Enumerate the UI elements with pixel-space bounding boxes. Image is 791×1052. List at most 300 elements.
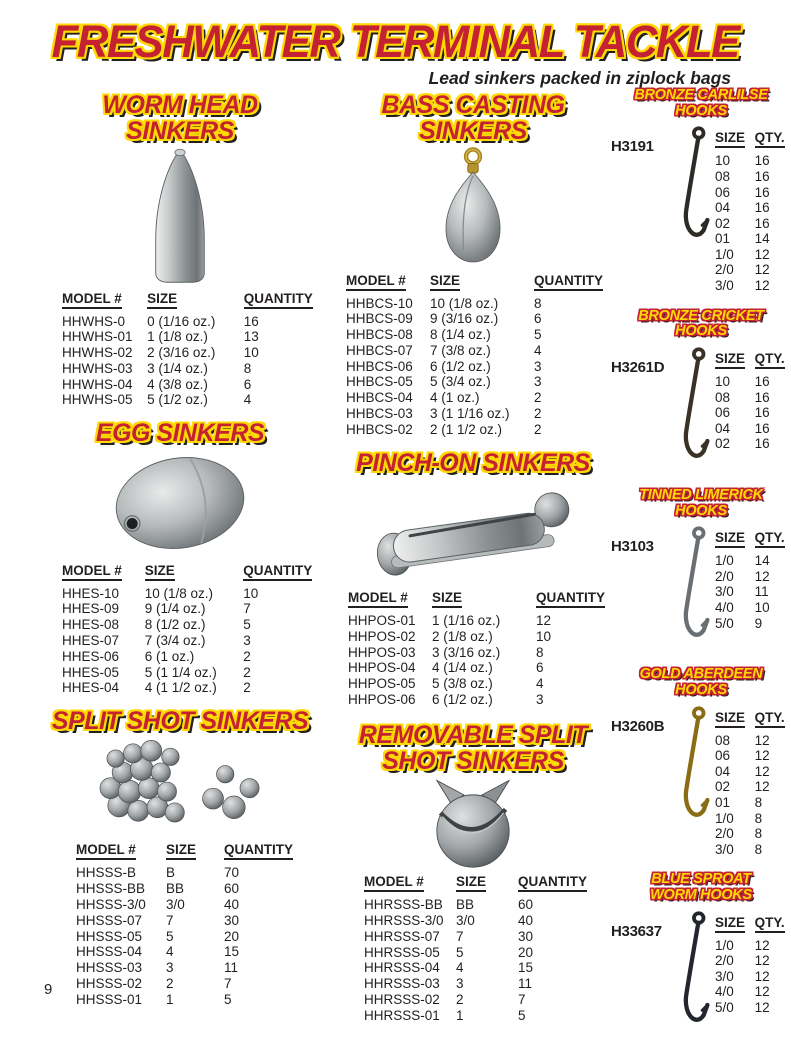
table-cell: 02 xyxy=(715,215,731,231)
col-label: MODEL # xyxy=(348,590,408,608)
table-row xyxy=(715,262,791,278)
table-row xyxy=(715,390,791,406)
table-cell: HHBCS-02 xyxy=(346,421,413,437)
table-cell: 12 xyxy=(754,1000,770,1016)
section-title xyxy=(611,872,791,903)
table-cell: 12 xyxy=(754,278,770,294)
table-cell: 8 xyxy=(754,810,763,826)
table-row xyxy=(715,826,791,842)
table-row xyxy=(715,185,791,201)
table-cell: HHES-08 xyxy=(62,617,120,633)
table-cell: 16 xyxy=(754,200,770,216)
table-cell: HHPOS-01 xyxy=(348,612,416,628)
split-shot-cluster-graphic xyxy=(72,736,288,836)
table-cell: 3/0 xyxy=(715,841,734,857)
table-row xyxy=(346,359,603,375)
table-cell: HHPOS-05 xyxy=(348,676,416,692)
table-cell: 60 xyxy=(518,897,534,913)
table-cell: 4 xyxy=(166,944,174,960)
table-cell: 9 xyxy=(754,615,763,631)
col-model xyxy=(62,291,147,314)
page-header xyxy=(0,18,791,65)
table-cell: 16 xyxy=(754,184,770,200)
table-row xyxy=(715,278,791,294)
table-cell: HHWHS-0 xyxy=(62,313,125,329)
table-cell: 3 (1 1/16 oz.) xyxy=(430,406,510,422)
table-row xyxy=(715,811,791,827)
table-row xyxy=(715,405,791,421)
split-shot-sinkers-image xyxy=(36,734,324,838)
table-cell: HHRSSS-05 xyxy=(364,944,440,960)
table-row xyxy=(346,374,603,390)
table-row xyxy=(348,676,605,692)
table-cell: 0 (1/16 oz.) xyxy=(147,313,216,329)
table-row xyxy=(76,913,308,929)
table-cell: 16 xyxy=(754,153,770,169)
removable-split-shot-graphic xyxy=(418,775,528,869)
col-quantity xyxy=(243,563,324,586)
table-header-row xyxy=(76,842,308,865)
table-cell: 12 xyxy=(754,748,770,764)
table-cell: 5 xyxy=(456,944,464,960)
table-cell: 11 xyxy=(224,960,239,976)
table-row xyxy=(715,153,791,169)
carlisle-hook-icon xyxy=(666,123,719,254)
limerick-hook-icon xyxy=(666,523,719,654)
table-cell: HHRSSS-BB xyxy=(364,897,443,913)
table-cell: 3 (1/4 oz.) xyxy=(147,360,208,376)
table-header-row xyxy=(715,710,791,733)
col-label: SIZE xyxy=(715,710,745,728)
table-row xyxy=(715,748,791,764)
col-label: MODEL # xyxy=(62,563,122,581)
table-cell: HHSSS-01 xyxy=(76,991,143,1007)
table-cell: HHSSS-04 xyxy=(76,944,143,960)
table-row xyxy=(715,374,791,390)
table-cell: 20 xyxy=(518,944,534,960)
table-row xyxy=(715,953,791,969)
hook-model-number: H3261D xyxy=(611,358,665,376)
section-title-line: TINNED LIMERICK xyxy=(639,486,763,503)
col-label: MODEL # xyxy=(364,874,424,892)
table-cell: HHPOS-04 xyxy=(348,660,416,676)
table-cell: HHBCS-09 xyxy=(346,311,413,327)
hook-model-number: H33637 xyxy=(611,922,662,940)
table-cell: 2 xyxy=(243,680,251,696)
table-cell: 5 xyxy=(166,928,174,944)
col-label: SIZE xyxy=(145,563,175,581)
table-cell: 30 xyxy=(224,912,240,928)
table-cell: 7 (3/8 oz.) xyxy=(430,342,491,358)
table-cell: 6 (1/2 oz.) xyxy=(430,358,491,374)
section-title-line: HOOKS xyxy=(675,502,727,519)
table-row xyxy=(364,992,587,1008)
table-cell: 08 xyxy=(715,389,731,405)
table-cell: HHBCS-08 xyxy=(346,327,413,343)
table-cell: 8 xyxy=(536,644,544,660)
table-cell: 7 xyxy=(243,601,251,617)
table-row xyxy=(346,311,603,327)
table-cell: 16 xyxy=(754,389,770,405)
table-row xyxy=(715,553,791,569)
table-row xyxy=(364,976,587,992)
table-cell: 8 xyxy=(243,360,252,376)
table-cell: 6 xyxy=(536,660,544,676)
table-header-row xyxy=(62,291,324,314)
table-cell: 7 xyxy=(456,928,464,944)
table-cell: 5 (3/8 oz.) xyxy=(432,676,493,692)
table-cell: 04 xyxy=(715,420,731,436)
section-title xyxy=(334,722,612,775)
section-title-line: PINCH-ON SINKERS xyxy=(356,448,590,477)
section-title xyxy=(36,420,324,446)
aberdeen-hook-icon xyxy=(666,702,719,833)
table-cell: HHRSSS-04 xyxy=(364,960,440,976)
table-cell: 01 xyxy=(715,231,731,247)
table-cell: 3 xyxy=(536,691,544,707)
table-cell: 4 (1 oz.) xyxy=(430,390,480,406)
col-label: MODEL # xyxy=(346,273,406,291)
table-row xyxy=(364,960,587,976)
table-row xyxy=(715,584,791,600)
table-cell: 2 xyxy=(534,390,542,406)
col-label: MODEL # xyxy=(76,842,136,860)
col-model xyxy=(348,590,432,613)
pinch-on-sinkers-table xyxy=(348,590,605,708)
table-row xyxy=(348,660,605,676)
table-cell: HHSSS-B xyxy=(76,865,137,881)
col-quantity xyxy=(244,291,324,314)
table-row xyxy=(62,665,324,681)
table-cell: HHBCS-10 xyxy=(346,295,413,311)
table-cell: 15 xyxy=(224,944,240,960)
table-header-row xyxy=(348,590,605,613)
table-cell: 2/0 xyxy=(715,953,734,969)
table-cell: HHWHS-02 xyxy=(62,345,133,361)
section-title xyxy=(36,92,324,145)
table-row xyxy=(715,938,791,954)
table-row xyxy=(346,422,603,438)
split-shot-sinkers-table xyxy=(76,842,308,1007)
table-cell: HHES-04 xyxy=(62,680,120,696)
table-cell: 5 (1 1/4 oz.) xyxy=(144,664,217,680)
table-row xyxy=(76,897,308,913)
table-cell: 4/0 xyxy=(715,600,734,616)
table-cell: 15 xyxy=(518,960,534,976)
table-row xyxy=(76,976,308,992)
table-cell: 5 xyxy=(518,1007,526,1023)
table-cell: 30 xyxy=(518,928,534,944)
table-cell: 10 (1/8 oz.) xyxy=(144,585,214,601)
col-size xyxy=(147,291,244,314)
bronze-carlisle-hooks-section xyxy=(611,88,791,294)
table-row xyxy=(62,617,324,633)
table-cell: 12 xyxy=(754,937,770,953)
table-cell: 7 xyxy=(224,975,232,991)
table-cell: HHBCS-05 xyxy=(346,374,413,390)
table-cell: 12 xyxy=(754,779,770,795)
col-qty xyxy=(755,530,791,553)
table-row xyxy=(62,361,324,377)
table-cell: 16 xyxy=(754,215,770,231)
table-cell: 4 xyxy=(243,392,252,408)
col-label: QTY. xyxy=(755,351,785,369)
section-title-line: REMOVABLE SPLIT xyxy=(358,720,588,749)
section-title-line: SINKERS xyxy=(419,117,527,146)
bass-casting-sinkers-table xyxy=(346,273,603,438)
table-cell: 6 (1/2 oz.) xyxy=(432,691,493,707)
table-cell: 3/0 xyxy=(715,584,734,600)
table-row xyxy=(76,944,308,960)
table-cell: 06 xyxy=(715,748,731,764)
table-cell: 2 xyxy=(243,664,251,680)
section-title-line: HOOKS xyxy=(675,681,727,698)
pinch-on-sinker-image xyxy=(334,476,612,586)
table-cell: 2 (1 1/2 oz.) xyxy=(430,421,503,437)
table-cell: 3/0 xyxy=(456,913,475,928)
table-row xyxy=(348,692,605,708)
col-size xyxy=(715,351,755,374)
table-cell: 3/0 xyxy=(715,278,734,294)
table-cell: 1 xyxy=(456,1007,464,1023)
col-qty xyxy=(755,351,791,374)
table-cell: 5 xyxy=(224,991,232,1007)
table-cell: HHBCS-06 xyxy=(346,358,413,374)
table-cell: BB xyxy=(166,881,185,897)
table-cell: 5/0 xyxy=(715,1000,734,1016)
removable-split-shot-sinkers-section xyxy=(334,722,612,1024)
table-cell: HHRSSS-01 xyxy=(364,1007,440,1023)
table-row xyxy=(715,764,791,780)
col-size xyxy=(715,915,755,938)
col-quantity xyxy=(224,842,308,865)
section-title-line: SHOT SINKERS xyxy=(382,746,564,775)
col-label: SIZE xyxy=(715,130,745,148)
table-cell: 9 (1/4 oz.) xyxy=(144,601,206,617)
section-title xyxy=(611,488,791,519)
table-cell: 1/0 xyxy=(715,810,734,826)
table-cell: 06 xyxy=(715,405,731,421)
table-row xyxy=(76,881,308,897)
table-cell: 16 xyxy=(754,168,770,184)
table-cell: 5/0 xyxy=(715,615,734,631)
table-cell: 11 xyxy=(518,976,533,992)
table-row xyxy=(715,231,791,247)
section-title-line: BASS CASTING xyxy=(381,91,565,119)
table-row xyxy=(715,200,791,216)
table-cell: 8 (1/2 oz.) xyxy=(144,617,206,633)
table-cell: 3/0 xyxy=(715,968,734,984)
table-cell: HHBCS-04 xyxy=(346,390,413,406)
table-cell: 8 xyxy=(754,826,763,842)
table-cell: HHSSS-BB xyxy=(76,881,146,897)
col-label: SIZE xyxy=(715,530,745,548)
table-cell: 5 xyxy=(243,617,251,633)
table-cell: HHES-10 xyxy=(62,585,120,601)
table-header-row xyxy=(715,915,791,938)
table-cell: 12 xyxy=(754,568,770,584)
table-cell: 4 xyxy=(536,676,544,692)
table-cell: HHES-05 xyxy=(62,664,120,680)
table-row xyxy=(346,296,603,312)
col-size xyxy=(430,273,534,296)
table-cell: HHBCS-03 xyxy=(346,406,413,422)
section-title-line: WORM HEAD xyxy=(102,91,258,119)
bronze-cricket-hooks-section xyxy=(611,309,791,473)
table-cell: 3 xyxy=(456,976,464,992)
table-cell: 10 xyxy=(243,345,259,361)
col-size xyxy=(715,530,755,553)
table-row xyxy=(364,1008,587,1024)
section-title xyxy=(334,450,612,476)
table-cell: 2 xyxy=(534,406,542,422)
table-row xyxy=(715,216,791,232)
table-cell: HHPOS-02 xyxy=(348,628,416,644)
hook-model-number: H3191 xyxy=(611,138,654,156)
table-cell: 7 (3/4 oz.) xyxy=(144,632,206,648)
table-cell: HHSSS-05 xyxy=(76,928,143,944)
table-cell: 6 (1 oz.) xyxy=(144,648,195,664)
table-row xyxy=(76,960,308,976)
hooks-column xyxy=(611,88,791,1052)
table-header-row xyxy=(364,874,587,897)
gold-aberdeen-hooks-section xyxy=(611,667,791,857)
table-row xyxy=(62,633,324,649)
hook-model-number: H3260B xyxy=(611,717,665,735)
table-row xyxy=(715,779,791,795)
table-cell: 16 xyxy=(243,313,259,329)
carlisle-hooks-table xyxy=(715,130,791,293)
table-cell: 4 xyxy=(456,960,464,976)
section-title xyxy=(611,667,791,698)
tinned-limerick-hooks-section xyxy=(611,488,791,652)
cricket-hooks-table xyxy=(715,351,791,452)
table-cell: 8 xyxy=(754,794,763,810)
page-subtitle: Lead sinkers packed in ziplock bags xyxy=(428,68,731,88)
col-label: MODEL # xyxy=(62,291,122,309)
table-cell: 4/0 xyxy=(715,984,734,1000)
table-cell: 10 xyxy=(243,585,259,601)
col-label: SIZE xyxy=(166,842,196,860)
table-cell: 2 xyxy=(534,421,542,437)
table-row xyxy=(62,601,324,617)
table-cell: 1 xyxy=(166,991,174,1007)
table-cell: 12 xyxy=(754,968,770,984)
table-cell: 9 (3/16 oz.) xyxy=(430,311,499,327)
col-label: QUANTITY xyxy=(534,273,603,291)
table-cell: 2 xyxy=(456,991,464,1007)
table-header-row xyxy=(715,351,791,374)
table-row xyxy=(715,842,791,858)
table-cell: HHES-07 xyxy=(62,632,120,648)
table-row xyxy=(364,929,587,945)
col-label: SIZE xyxy=(430,273,460,291)
table-row xyxy=(76,865,308,881)
table-cell: 40 xyxy=(518,913,534,928)
hook-body xyxy=(611,702,791,858)
col-size xyxy=(166,842,224,865)
table-cell: 5 (3/4 oz.) xyxy=(430,374,491,390)
hook-body xyxy=(611,522,791,652)
table-row xyxy=(715,1000,791,1016)
table-header-row xyxy=(715,130,791,153)
sproat-hooks-table xyxy=(715,915,791,1016)
table-row xyxy=(62,329,324,345)
table-cell: 3 (3/16 oz.) xyxy=(432,644,501,660)
table-cell: HHWHS-04 xyxy=(62,376,133,392)
egg-sinker-graphic xyxy=(96,448,264,558)
table-cell: HHSSS-3/0 xyxy=(76,896,146,912)
col-model xyxy=(346,273,430,296)
table-row xyxy=(715,421,791,437)
section-title-line: HOOKS xyxy=(675,323,727,340)
table-cell: HHBCS-07 xyxy=(346,342,413,358)
bass-casting-sinker-image xyxy=(334,145,612,269)
table-cell: HHSSS-07 xyxy=(76,912,143,928)
table-cell: 13 xyxy=(243,329,259,345)
table-cell: HHWHS-01 xyxy=(62,329,133,345)
table-cell: HHRSSS-02 xyxy=(364,991,440,1007)
col-size xyxy=(456,874,518,897)
table-row xyxy=(76,929,308,945)
cricket-hook-icon xyxy=(666,343,719,474)
table-row xyxy=(715,436,791,452)
col-label: QUANTITY xyxy=(518,874,587,892)
section-title-line: SPLIT SHOT SINKERS xyxy=(51,707,309,736)
table-cell: 2/0 xyxy=(715,826,734,842)
left-column xyxy=(36,92,324,1008)
col-size xyxy=(715,130,755,153)
table-row xyxy=(364,897,587,913)
egg-sinkers-section xyxy=(36,420,324,696)
hook-model-number: H3103 xyxy=(611,538,654,556)
table-cell: HHES-06 xyxy=(62,648,120,664)
table-row xyxy=(715,600,791,616)
table-cell: 3 xyxy=(534,374,542,390)
blue-sproat-worm-hooks-section xyxy=(611,872,791,1036)
table-cell: 12 xyxy=(754,763,770,779)
table-cell: 2/0 xyxy=(715,568,734,584)
table-cell: 10 (1/8 oz.) xyxy=(430,295,499,311)
table-row xyxy=(346,406,603,422)
hook-body xyxy=(611,122,791,293)
col-size xyxy=(145,563,244,586)
hook-body xyxy=(611,343,791,473)
split-shot-sinkers-section xyxy=(36,708,324,1007)
table-cell: 3 xyxy=(534,358,542,374)
egg-sinkers-table xyxy=(62,563,324,697)
bullet-sinker-graphic xyxy=(133,146,227,286)
col-quantity xyxy=(536,590,605,613)
section-title xyxy=(334,92,612,145)
col-model xyxy=(364,874,456,897)
worm-head-sinker-image xyxy=(36,145,324,287)
table-cell: 4 (1/4 oz.) xyxy=(432,660,493,676)
table-row xyxy=(715,569,791,585)
table-cell: 1/0 xyxy=(715,553,734,569)
table-cell: 8 xyxy=(534,295,542,311)
table-cell: HHSSS-02 xyxy=(76,975,143,991)
table-cell: HHPOS-03 xyxy=(348,644,416,660)
section-title-line: WORM HOOKS xyxy=(650,887,752,903)
table-row xyxy=(62,377,324,393)
table-cell: 2 (1/8 oz.) xyxy=(432,628,493,644)
table-cell: 5 (1/2 oz.) xyxy=(147,392,208,408)
table-cell: HHES-09 xyxy=(62,601,120,617)
table-cell: HHSSS-03 xyxy=(76,960,143,976)
col-size xyxy=(432,590,536,613)
table-row xyxy=(76,992,308,1008)
